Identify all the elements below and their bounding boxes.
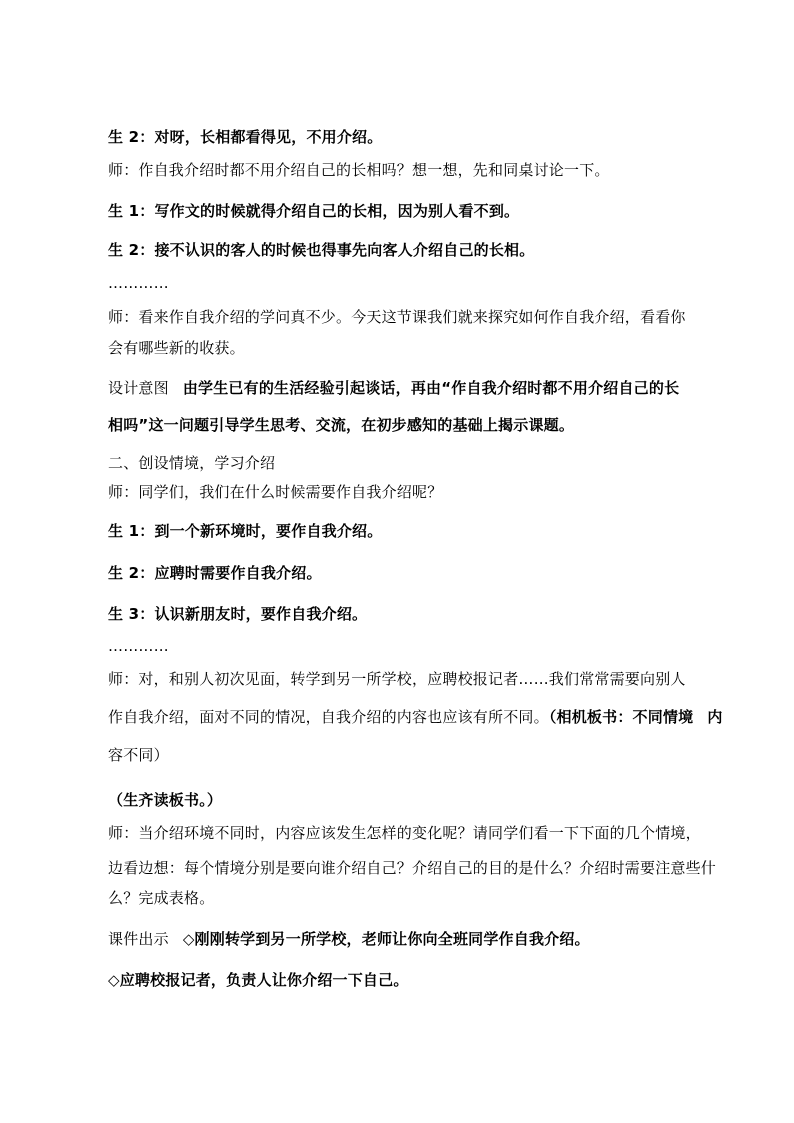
dialogue-line: 师：对，和别人初次见面，转学到另一所学校，应聘校报记者……我们常常需要向别人 — [108, 670, 686, 688]
design-intent-line — [108, 378, 679, 398]
dialogue-line: 会有哪些新的收获。 — [108, 339, 245, 357]
courseware-text: ◇刚刚转学到另一所学校，老师让你向全班同学作自我介绍。 — [182, 930, 590, 948]
design-intent-text: 由学生已有的生活经验引起谈话，再由“作自我介绍时都不用介绍自己的长 — [182, 379, 680, 397]
courseware-label: 课件出示 — [108, 930, 169, 948]
dialogue-line: 生 2：应聘时需要作自我介绍。 — [108, 564, 322, 582]
dialogue-text: 作自我介绍，面对不同的情况，自我介绍的内容也应该有所不同。 — [108, 708, 549, 726]
board-note: 内 — [707, 708, 723, 726]
stage-note: （生齐读板书。） — [108, 791, 223, 809]
courseware-line — [108, 929, 590, 949]
dialogue-line: 生 3：认识新朋友时，要作自我介绍。 — [108, 605, 368, 623]
dialogue-line: 边看边想：每个情境分别是要向谁介绍自己？介绍自己的目的是什么？介绍时需要注意些什 — [108, 859, 717, 877]
section-heading: 二、创设情境，学习介绍 — [108, 454, 276, 472]
dialogue-line: 容不同） — [108, 746, 169, 764]
dialogue-line: 师：看来作自我介绍的学问真不少。今天这节课我们就来探究如何作自我介绍，看看你 — [108, 308, 686, 326]
dialogue-line: 么？完成表格。 — [108, 889, 215, 907]
dialogue-line: 生 1：到一个新环境时，要作自我介绍。 — [108, 522, 383, 540]
ellipsis-line: ………… — [108, 637, 169, 655]
dialogue-line — [108, 707, 723, 727]
dialogue-line: 师：当介绍环境不同时，内容应该发生怎样的变化呢？请同学们看一下下面的几个情境， — [108, 824, 701, 842]
dialogue-line: 生 2：接不认识的客人的时候也得事先向客人介绍自己的长相。 — [108, 241, 535, 259]
design-intent-label: 设计意图 — [108, 379, 169, 397]
dialogue-line: 师：同学们，我们在什么时候需要作自我介绍呢？ — [108, 483, 443, 501]
courseware-line: ◇应聘校报记者，负责人让你介绍一下自己。 — [108, 971, 409, 989]
dialogue-line: 生 1：写作文的时候就得介绍自己的长相，因为别人看不到。 — [108, 202, 520, 220]
design-intent-line: 相吗”这一问题引导学生思考、交流，在初步感知的基础上揭示课题。 — [108, 416, 575, 434]
dialogue-line: 师：作自我介绍时都不用介绍自己的长相吗？想一想，先和同桌讨论一下。 — [108, 161, 610, 179]
board-note: （相机板书：不同情境 — [548, 708, 694, 726]
ellipsis-line: ………… — [108, 274, 169, 292]
dialogue-line: 生 2：对呀，长相都看得见，不用介绍。 — [108, 128, 383, 146]
